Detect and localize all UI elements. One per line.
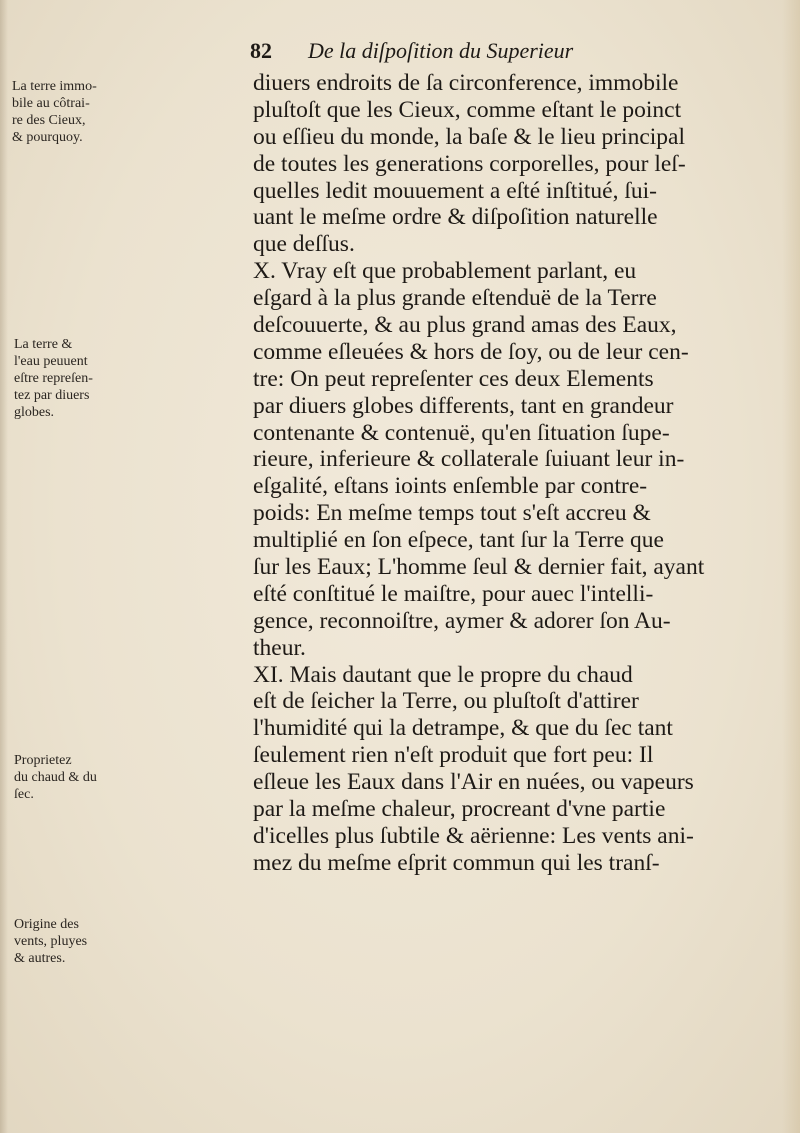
margin-note-line: Proprietez [14,753,72,768]
text-line: ſur les Eaux; L'homme ſeul & dernier fait, ayant [253,554,705,581]
text-line: theur. [253,634,306,661]
text-line: tre: On peut repreſenter ces deux Elements [253,365,654,392]
text-line: que deſſus. [253,231,355,258]
text-line: par diuers globes differents, tant en grandeur [253,392,674,419]
text-line: rieure, inferieure & collaterale ſuiuant leur in- [253,446,685,473]
margin-note-line: tez par diuers [14,388,90,403]
margin-note-line: & pourquoy. [12,130,83,145]
text-line: l'humidité qui la detrampe, & que du ſec tant [253,715,673,742]
text-line: diuers endroits de ſa circonference, immobile [253,70,679,96]
margin-note-line: La terre immo- [12,79,97,94]
margin-note-line: globes. [14,405,55,420]
margin-note-line: du chaud & du [14,770,97,785]
text-line: eſgard à la plus grande eſtenduë de la Terre [253,285,657,312]
text-line: eſgalité, eſtans ioints enſemble par contre- [253,473,648,500]
text-line: par la meſme chaleur, procreant d'vne partie [253,796,666,823]
margin-note-line: La terre & [14,337,73,352]
margin-note-line: l'eau peuuent [14,354,88,369]
text-line: uant le meſme ordre & diſpoſition naturelle [253,204,658,231]
text-line: eſleue les Eaux dans l'Air en nuées, ou vapeurs [253,769,694,796]
page-header [250,38,730,68]
margin-note-terre-eau-globes [14,336,114,421]
text-line: pluſtoſt que les Cieux, comme eſtant le poinct [253,96,682,123]
margin-note-proprietez [14,752,114,803]
text-line: multiplié en ſon eſpece, tant ſur la Terre que [253,527,664,554]
margin-note-line: ſec. [14,787,34,802]
text-line: comme eſleuées & hors de ſoy, ou de leur cen- [253,338,689,365]
margin-note-line: vents, pluyes [14,934,88,949]
text-line: d'icelles plus ſubtile & aërienne: Les vents ani- [253,822,694,849]
text-line: de toutes les generations corporelles, pour leſ- [253,150,686,177]
running-title: De la diſpoſition du Superieur [308,38,574,63]
margin-note-line: re des Cieux, [12,113,86,128]
margin-note-terre-immobile [12,78,112,146]
text-line: ſeulement rien n'eſt produit que fort peu: Il [253,742,654,769]
text-line: poids: En meſme temps tout s'eſt accreu & [253,500,651,527]
text-line: XI. Mais dautant que le propre du chaud [253,661,633,688]
text-line: eſt de ſeicher la Terre, ou pluſtoſt d'attirer [253,688,639,715]
text-line: X. Vray eſt que probablement parlant, eu [253,258,637,285]
body-text [253,70,793,877]
text-line: eſté conſtitué le maiſtre, pour auec l'intelli- [253,580,654,607]
margin-note-line: eſtre repreſen- [14,371,93,386]
binding-shadow [0,0,8,1133]
text-line: ou eſſieu du monde, la baſe & le lieu principal [253,123,686,150]
margin-note-line: Origine des [14,917,79,932]
margin-note-line: & autres. [14,951,66,966]
text-line: gence, reconnoiſtre, aymer & adorer ſon Au- [253,607,671,634]
page-number: 82 [250,38,272,63]
text-line: deſcouuerte, & au plus grand amas des Eaux, [253,312,677,339]
margin-note-line: bile au côtrai- [12,96,90,111]
text-line: quelles ledit mouuement a eſté inſtitué, ſui- [253,177,657,204]
margin-note-origine-vents [14,916,114,967]
text-line: contenante & contenuë, qu'en ſituation ſupe- [253,419,670,446]
text-line: mez du meſme eſprit commun qui les tranſ- [253,849,660,876]
